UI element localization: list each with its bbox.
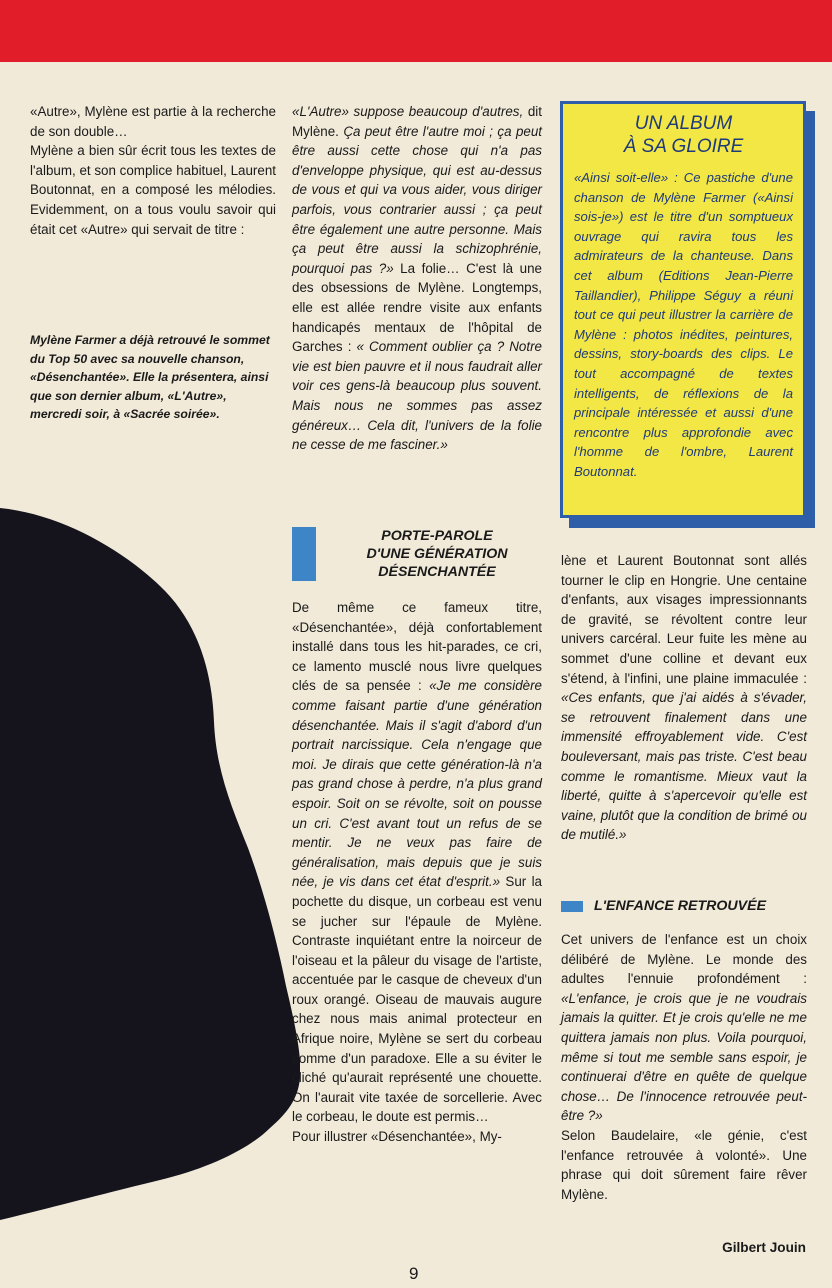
middle-column-bottom [292,598,542,1147]
quote-segment: Ça peut être l'autre moi ; ça peut être aussi cette chose qui n'a pas d'enveloppe physique, qui est au-dessus de vous et qui va vous aider, vous diriger parfois, vous contrarier aussi ; ça peut être également une autre personne. Mais ça peut être aussi la schizophrénie, pourquoi pas ?» [292,123,543,276]
heading-accent-bar [561,901,583,912]
top-red-band [0,0,832,62]
left-column [30,102,276,239]
silhouette-photo [0,508,300,1224]
heading-accent-bar [292,527,316,581]
right-column-top [561,551,807,845]
section-heading-porte-parole [292,527,542,585]
left-paragraph-2: Mylène a bien sûr écrit tous les textes de l'album, et son complice habituel, Laurent Boutonnat, en a composé les mélodies. Evidemment, on a tous voulu savoir qui était cet «Autre» qui servait de titre : [30,143,276,237]
middle-paragraph-1 [292,102,542,455]
sidebar-title-line-2: À SA GLOIRE [623,136,744,157]
text-segment: lène et Laurent Boutonnat sont allés tourner le clip en Hongrie. Une centaine d'enfants, aux visages impressionnants de gravité, se révoltent contre leur univers carcéral. Leur fuite les mène au sommet d'une colline et devant eux s'étend, à l'infini, une plaine immaculée : [561,553,807,686]
left-paragraph-1: «Autre», Mylène est partie à la recherche de son double… [30,104,276,139]
quote-segment: «L'enfance, je crois que je ne voudrais jamais la quitter. Et je crois qu'elle ne me quittera jamais non plus. Voila pourquoi, même si tout me semble sans espoir, je continuerai d'être en quête de quelque chose… De l'innocence retrouvée peut-être ?» [561,990,807,1124]
silhouette-shape [0,508,300,1220]
text-segment: De même ce fameux titre, «Désenchantée», déjà confortablement installé dans tous les hit-parades, ce cri, ce lamento musclé nous livre quelques clés de sa pensée : [292,600,542,694]
quote-segment: «Ces enfants, que j'ai aidés à s'évader, se retrouvent finalement dans une immensité effroyablement vide. C'est bouleversant, mais pas triste. C'est beau comme le romantisme. Mieux vaut la liberté, quitte à s'apercevoir qu'elle est vaine, plutôt que la condition de brimé ou de mutilé.» [561,690,807,843]
right-paragraph-3: Selon Baudelaire, «le génie, c'est l'enfance retrouvée à volonté». Une phrase qui doit sûrement faire rêver Mylène. [561,1127,807,1202]
quote-segment: «Je me considère comme faisant partie d'une génération désenchantée. Mais il s'agit d'abord d'un portrait narcissique. Cela n'engage que moi. Je dirais que cette génération-là n'a pas grand chose à perdre, n'a plus grand espoir. Soit on se révolte, soit on pousse un cri. C'est avant tout un refus de se mentir. Je ne veux pas faire de généralisation, mais depuis que je suis née, je vis dans cet état d'esprit.» [292,678,542,890]
middle-paragraph-3: Pour illustrer «Désenchantée», My- [292,1129,502,1145]
sidebar-body: «Ainsi soit-elle» : Ce pastiche d'une chanson de Mylène Farmer («Ainsi sois-je») est le titre d'un somptueux ouvrage qui ravira tous les admirateurs de la chanteuse. Dans cet album (Editions Jean-Pierre Taillandier), Philippe Séguy a réuni tout ce qui peut illustrer la carrière de Mylène : photos inédites, peintures, dessins, story-boards des clips. Le tout accompagné de textes intelligents, de réflexions de la principale intéressée et aussi d'une rencontre plus approfondie avec l'homme de l'ombre, Laurent Boutonnat. [574,170,793,479]
quote-segment: «L'Autre» suppose beaucoup d'autres, [292,104,524,119]
middle-column-top [292,102,542,455]
text-segment: Cet univers de l'enfance est un choix délibéré de Mylène. Le monde des adultes l'ennuie profondément : [561,932,807,987]
heading-text: L'ENFANCE RETROUVÉE [594,898,767,914]
right-paragraph-2 [561,930,807,1126]
middle-paragraph-2 [292,598,542,1127]
text-segment: La folie… C'est là une des obsessions de Mylène. Longtemps, elle est allée rendre visite aux enfants handicapés mentaux de l'hôpital de Garches : [292,260,542,355]
heading-text: PORTE-PAROLE D'UNE GÉNÉRATION DÉSENCHANTÉE [366,528,508,580]
sidebar-title [574,112,793,158]
right-paragraph-1 [561,551,807,845]
section-heading-enfance [561,896,807,920]
author-signature: Gilbert Jouin [722,1240,806,1255]
sidebar-box-album [560,101,806,518]
page-number: 9 [409,1264,419,1283]
right-column-bottom [561,930,807,1204]
text-segment: Sur la pochette du disque, un corbeau est venu se jucher sur l'épaule de Mylène. Contraste inquiétant entre la noirceur de l'oiseau et la pâleur du visage de l'artiste, accentuée par le casque de cheveux d'un roux orangé. Oiseau de mauvais augure chez nous mais animal protecteur en Afrique noire, Mylène se sert du corbeau comme d'un paradoxe. Elle a su éviter le cliché qu'aurait représenté une chouette. On l'aurait vite taxée de sorcellerie. Avec le corbeau, le doute est permis… [292,874,543,1125]
sidebar-title-line-1: UN ALBUM [634,113,733,134]
quote-segment: « Comment oublier ça ? Notre vie est bien pauvre et il nous faudrait aller voir ces gens-là beaucoup plus souvent. Mais nous ne sommes pas assez généreux… Cela dit, l'univers de la folie ne cesse de me fasciner.» [292,339,542,453]
photo-caption: Mylène Farmer a déjà retrouvé le sommet du Top 50 avec sa nouvelle chanson, «Désenchantée». Elle la présentera, ainsi que son dernier album, «L'Autre», mercredi soir, à «Sacrée soirée». [30,333,270,422]
text-segment: dit Mylène. [292,104,542,139]
